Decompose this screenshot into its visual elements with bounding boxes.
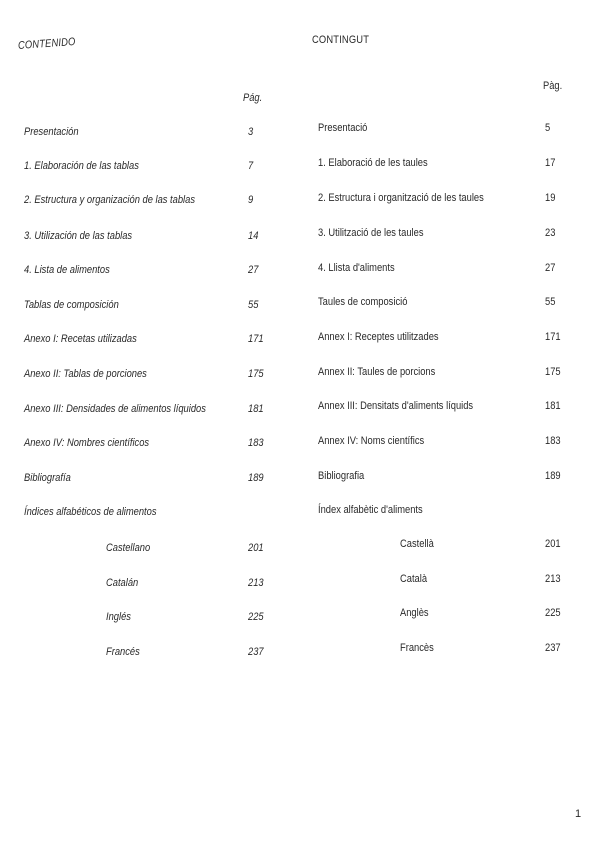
toc-entry-page: 175 bbox=[248, 368, 264, 380]
toc-entry-page: 55 bbox=[545, 296, 556, 308]
toc-entry-label: Anglès bbox=[400, 607, 429, 619]
page-number: 1 bbox=[575, 808, 582, 820]
toc-entry-page: 213 bbox=[248, 577, 264, 589]
spanish-page-header: Pág. bbox=[243, 92, 263, 104]
toc-entry-label: Anexo II: Tablas de porciones bbox=[24, 368, 147, 380]
toc-entry-page: 201 bbox=[248, 542, 264, 554]
toc-entry-page: 189 bbox=[545, 470, 561, 482]
toc-entry-label: Índices alfabéticos de alimentos bbox=[24, 506, 157, 518]
toc-entry-label: 3. Utilización de las tablas bbox=[24, 230, 133, 242]
toc-entry-page: 225 bbox=[545, 607, 561, 619]
toc-entry-label: Bibliografia bbox=[318, 470, 365, 482]
toc-entry-label: Tablas de composición bbox=[24, 299, 119, 311]
toc-entry-page: 171 bbox=[545, 331, 561, 343]
toc-entry-page: 7 bbox=[248, 160, 254, 172]
toc-entry-label: Bibliografía bbox=[24, 472, 71, 484]
spanish-title: CONTENIDO bbox=[17, 35, 76, 52]
toc-entry-page: 23 bbox=[545, 227, 556, 239]
toc-entry-page: 9 bbox=[248, 194, 254, 206]
toc-entry-label: Anexo I: Recetas utilizadas bbox=[24, 333, 137, 345]
toc-entry-label: Català bbox=[400, 573, 428, 585]
toc-entry-label: Annex III: Densitats d'aliments líquids bbox=[318, 400, 474, 412]
toc-entry-label: Presentación bbox=[24, 126, 79, 138]
toc-entry-page: 19 bbox=[545, 192, 556, 204]
toc-entry-page: 181 bbox=[545, 400, 561, 412]
toc-entry-label: Inglés bbox=[106, 611, 131, 623]
toc-entry-label: Índex alfabètic d'aliments bbox=[318, 504, 423, 516]
toc-entry-label: 2. Estructura y organización de las tablas bbox=[24, 194, 195, 206]
toc-entry-page: 14 bbox=[248, 230, 259, 242]
toc-entry-label: Taules de composició bbox=[318, 296, 408, 308]
catalan-page-header: Pàg. bbox=[543, 80, 563, 92]
toc-entry-label: Francès bbox=[400, 642, 434, 654]
toc-entry-page: 181 bbox=[248, 403, 264, 415]
toc-entry-page: 213 bbox=[545, 573, 561, 585]
toc-entry-label: Presentació bbox=[318, 122, 368, 134]
toc-entry-page: 17 bbox=[545, 157, 556, 169]
toc-entry-page: 201 bbox=[545, 538, 561, 550]
toc-entry-page: 225 bbox=[248, 611, 264, 623]
toc-entry-label: Catalán bbox=[106, 577, 139, 589]
catalan-column bbox=[300, 0, 600, 849]
toc-entry-label: Annex II: Taules de porcions bbox=[318, 366, 436, 378]
toc-entry-page: 237 bbox=[545, 642, 561, 654]
toc-entry-page: 5 bbox=[545, 122, 551, 134]
toc-entry-label: 4. Lista de alimentos bbox=[24, 264, 110, 276]
toc-entry-label: Anexo IV: Nombres científicos bbox=[24, 437, 150, 449]
toc-entry-label: 1. Elaboració de les taules bbox=[318, 157, 428, 169]
toc-entry-page: 189 bbox=[248, 472, 264, 484]
toc-entry-page: 175 bbox=[545, 366, 561, 378]
toc-entry-label: Annex IV: Noms científics bbox=[318, 435, 425, 447]
toc-entry-page: 27 bbox=[545, 262, 556, 274]
toc-entry-page: 171 bbox=[248, 333, 264, 345]
toc-entry-label: 1. Elaboración de las tablas bbox=[24, 160, 139, 172]
toc-entry-label: 2. Estructura i organització de les taules bbox=[318, 192, 484, 204]
toc-entry-page: 183 bbox=[545, 435, 561, 447]
toc-entry-label: 4. Llista d'aliments bbox=[318, 262, 395, 274]
catalan-title: CONTINGUT bbox=[312, 34, 370, 46]
toc-entry-label: 3. Utilització de les taules bbox=[318, 227, 424, 239]
toc-entry-label: Castellà bbox=[400, 538, 434, 550]
toc-entry-label: Castellano bbox=[106, 542, 151, 554]
toc-entry-page: 183 bbox=[248, 437, 264, 449]
toc-entry-label: Francés bbox=[106, 646, 140, 658]
toc-entry-label: Annex I: Receptes utilitzades bbox=[318, 331, 439, 343]
toc-entry-page: 237 bbox=[248, 646, 264, 658]
toc-entry-page: 3 bbox=[248, 126, 254, 138]
toc-entry-label: Anexo III: Densidades de alimentos líquidos bbox=[24, 403, 206, 415]
toc-entry-page: 55 bbox=[248, 299, 259, 311]
toc-entry-page: 27 bbox=[248, 264, 259, 276]
